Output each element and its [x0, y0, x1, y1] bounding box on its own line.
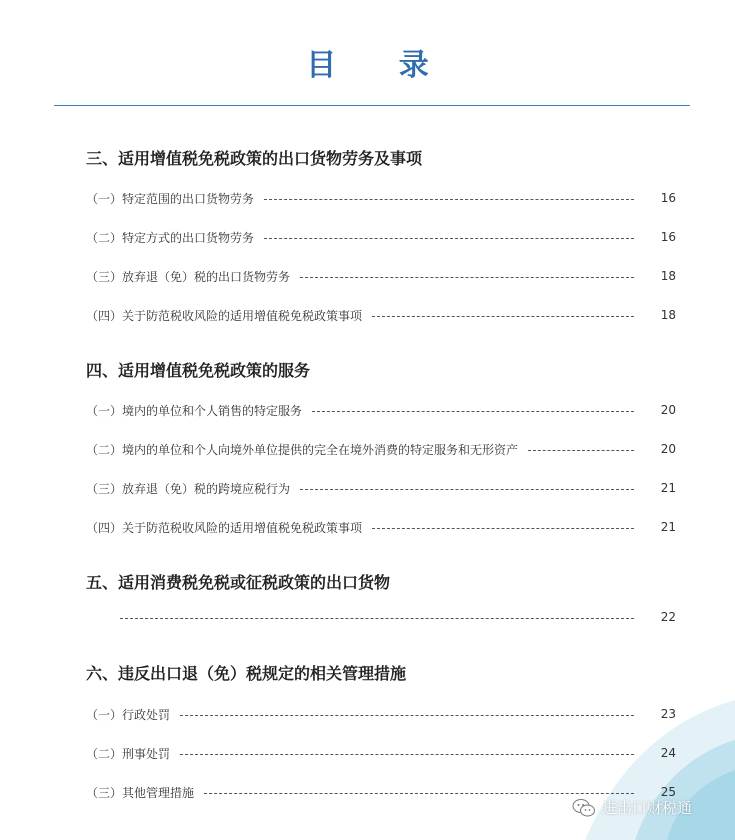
toc-page-number: 16 — [660, 191, 676, 205]
toc-entry[interactable] — [86, 189, 676, 207]
toc-entry[interactable] — [86, 440, 676, 458]
dot-leader — [120, 618, 634, 619]
dot-leader — [372, 316, 634, 317]
toc-entry-label: （三）放弃退（免）税的跨境应税行为 — [86, 481, 291, 496]
dot-leader — [300, 277, 634, 278]
toc-page-number: 18 — [660, 269, 676, 283]
toc-entry[interactable] — [86, 479, 676, 497]
dot-leader — [180, 754, 634, 755]
toc-page-number: 23 — [660, 707, 676, 721]
toc-entry[interactable] — [86, 267, 676, 285]
toc-page-number: 20 — [660, 403, 676, 417]
page-title: 目 录 — [306, 48, 455, 83]
toc-entry[interactable] — [86, 744, 676, 762]
dot-leader — [312, 411, 634, 412]
toc-page-number: 21 — [660, 520, 676, 534]
toc-entry[interactable] — [86, 228, 676, 246]
section-heading-3: 三、适用增值税免税政策的出口货物劳务及事项 — [86, 149, 423, 168]
toc-entry-label: （一）境内的单位和个人销售的特定服务 — [86, 403, 303, 418]
toc-page-number: 22 — [660, 610, 676, 624]
toc-entry-label: （二）境内的单位和个人向境外单位提供的完全在境外消费的特定服务和无形资产 — [86, 442, 519, 457]
toc-entry-label: （一）特定范围的出口货物劳务 — [86, 191, 255, 206]
toc-page-number: 21 — [660, 481, 676, 495]
section-heading-4: 四、适用增值税免税政策的服务 — [86, 361, 311, 380]
section-heading-5: 五、适用消费税免税或征税政策的出口货物 — [86, 573, 391, 592]
toc-entry[interactable] — [86, 518, 676, 536]
toc-entry[interactable] — [86, 401, 676, 419]
dot-leader — [264, 238, 634, 239]
toc-entry-label: （二）刑事处罚 — [86, 746, 171, 761]
toc-entry-label: （四）关于防范税收风险的适用增值税免税政策事项 — [86, 520, 363, 535]
dot-leader — [300, 489, 634, 490]
toc-entry[interactable] — [86, 306, 676, 324]
dot-leader — [264, 199, 634, 200]
dot-leader — [180, 715, 634, 716]
dot-leader — [528, 450, 634, 451]
dot-leader — [204, 793, 634, 794]
toc-entry-label: （二）特定方式的出口货物劳务 — [86, 230, 255, 245]
watermark — [572, 797, 692, 818]
toc-page-number: 24 — [660, 746, 676, 760]
toc-page-number: 18 — [660, 308, 676, 322]
toc-entry-label: （三）其他管理措施 — [86, 785, 195, 800]
toc-page-number: 25 — [660, 785, 676, 799]
wechat-icon — [572, 798, 596, 818]
toc-entry-label: （一）行政处罚 — [86, 707, 171, 722]
toc-entry-label: （四）关于防范税收风险的适用增值税免税政策事项 — [86, 308, 363, 323]
section-heading-6: 六、违反出口退（免）税规定的相关管理措施 — [86, 664, 407, 683]
toc-page-number: 16 — [660, 230, 676, 244]
watermark-text: 进出口财税通 — [602, 799, 693, 817]
toc-entry[interactable] — [86, 608, 676, 626]
toc-entry-label: （三）放弃退（免）税的出口货物劳务 — [86, 269, 291, 284]
toc-entry[interactable] — [86, 705, 676, 723]
dot-leader — [372, 528, 634, 529]
title-divider — [54, 105, 690, 106]
toc-page-number: 20 — [660, 442, 676, 456]
